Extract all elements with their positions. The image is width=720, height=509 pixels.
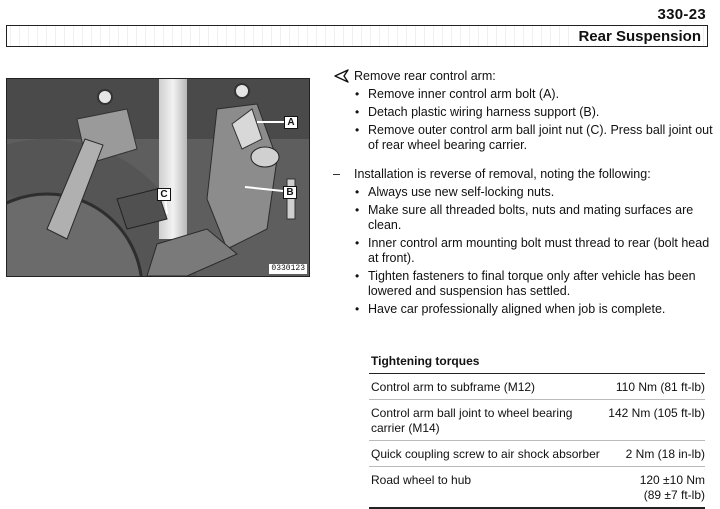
installation-heading: Installation is reverse of removal, noting the following:: [354, 167, 651, 181]
list-item: • Remove inner control arm bolt (A).: [333, 87, 713, 102]
table-row: [369, 400, 705, 441]
removal-heading: Remove rear control arm:: [354, 69, 496, 83]
list-item: • Always use new self-locking nuts.: [333, 185, 713, 200]
list-item: • Detach plastic wiring harness support (B).: [333, 105, 713, 120]
installation-step: [333, 167, 713, 182]
suspension-photo: [6, 78, 310, 277]
table-row: [369, 441, 705, 467]
torque-label: Quick coupling screw to air shock absorber: [371, 447, 600, 461]
table-row: [369, 467, 705, 509]
torque-label: Road wheel to hub: [371, 473, 472, 487]
torque-value: 120 ±10 Nm (89 ±7 ft-lb): [639, 473, 705, 502]
installation-list: [333, 185, 713, 317]
list-item: • Remove outer control arm ball joint nut (C). Press ball joint out of rear wheel bearing carrier.: [333, 123, 713, 153]
list-item: • Have car professionally aligned when job is complete.: [333, 302, 713, 317]
torque-label: Control arm to subframe (M12): [371, 380, 536, 394]
removal-step: [333, 69, 713, 84]
torque-label: Control arm ball joint to wheel bearing carrier (M14): [371, 406, 573, 435]
torque-table-title: Tightening torques: [369, 352, 705, 374]
callout-a: A: [284, 116, 298, 129]
callout-b: B: [283, 186, 297, 199]
torque-value: 2 Nm (18 in-lb): [625, 447, 705, 461]
list-item: • Tighten fasteners to final torque only after vehicle has been lowered and suspension has settled.: [333, 269, 713, 299]
dash-marker: –: [333, 167, 340, 181]
torque-value: 142 Nm (105 ft-lb): [608, 406, 705, 420]
instructions: [333, 69, 713, 317]
section-title: Rear Suspension: [570, 27, 703, 45]
header-bar: [6, 25, 708, 47]
arrow-left-icon: [333, 69, 349, 87]
table-row: [369, 374, 705, 400]
torque-table: [369, 352, 705, 509]
suspension-photo-image: [7, 79, 309, 276]
page-number: 330-23: [657, 6, 706, 23]
figure-code: 0330123: [271, 264, 305, 273]
callout-c: C: [157, 188, 171, 201]
list-item: • Inner control arm mounting bolt must thread to rear (bolt head at front).: [333, 236, 713, 266]
list-item: • Make sure all threaded bolts, nuts and mating surfaces are clean.: [333, 203, 713, 233]
removal-list: [333, 87, 713, 153]
torque-value: 110 Nm (81 ft-lb): [615, 380, 705, 394]
